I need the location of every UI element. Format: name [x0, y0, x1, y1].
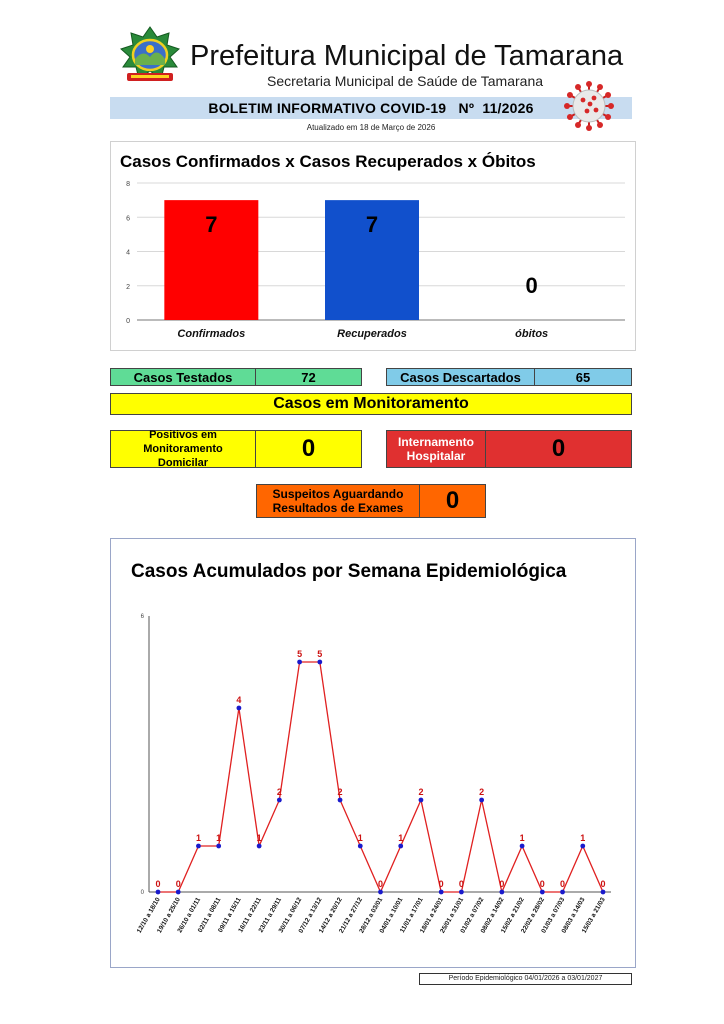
municipal-coat-of-arms-icon [117, 25, 183, 87]
point-data-label: 2 [479, 787, 485, 797]
bar-chart-title: Casos Confirmados x Casos Recuperados x Óbitos [120, 152, 536, 171]
x-tick-label: 15/03 a 21/03 [580, 896, 607, 935]
x-tick-label: 16/11 a 22/11 [237, 896, 263, 934]
updated-date: Atualizado em 18 de Março de 2026 [306, 123, 436, 132]
x-tick-label: 22/02 a 28/02 [520, 896, 547, 935]
data-point [499, 890, 504, 895]
x-tick-label: 21/12 a 27/12 [338, 896, 365, 935]
point-data-label: 1 [256, 833, 262, 843]
y-tick-label: 0 [126, 318, 130, 325]
data-point [156, 890, 161, 895]
point-data-label: 0 [600, 879, 606, 889]
x-tick-label: 04/01 a 10/01 [378, 896, 405, 935]
page-title: Prefeitura Municipal de Tamarana [190, 40, 624, 72]
data-point [398, 844, 403, 849]
x-tick-label: 28/12 a 03/01 [358, 896, 385, 935]
x-tick-label: 01/03 a 07/03 [540, 896, 567, 935]
x-tick-label: 11/01 a 17/01 [398, 896, 425, 935]
x-tick-label: 25/01 a 31/01 [439, 896, 466, 935]
y-tick-label: 6 [126, 215, 130, 223]
x-tick-label: 18/01 a 24/01 [418, 896, 445, 935]
hospital-label: Internamento Hospitalar [386, 430, 486, 468]
x-tick-label: 07/12 a 13/12 [297, 896, 324, 935]
point-data-label: 0 [438, 879, 444, 889]
x-tick-label: 09/11 a 15/11 [217, 896, 243, 934]
x-tick-label: 01/02 a 07/02 [459, 896, 486, 935]
x-tick-label: 30/11 a 06/12 [277, 896, 304, 935]
data-point [520, 844, 525, 849]
y-tick-label: 6 [140, 614, 144, 620]
hospital-value: 0 [485, 430, 632, 468]
point-data-label: 5 [317, 649, 323, 659]
y-tick-label: 2 [126, 283, 130, 291]
x-tick-label: 26/10 a 01/11 [176, 896, 203, 935]
point-data-label: 0 [377, 879, 384, 889]
data-point [580, 844, 585, 849]
data-point [378, 890, 383, 895]
pending-exams-label: Suspeitos Aguardando Resultados de Exames [256, 484, 420, 518]
x-tick-label: 02/11 a 08/11 [196, 896, 223, 934]
point-data-label: 1 [195, 833, 201, 843]
data-point [216, 844, 221, 849]
epidemiological-period: Período Epidemiológico 04/01/2026 a 03/01/2027 [419, 973, 632, 985]
x-category-label: óbitos [515, 328, 549, 340]
x-category-label: Confirmados [177, 328, 246, 340]
point-data-label: 2 [276, 787, 282, 797]
point-data-label: 1 [519, 833, 525, 843]
tested-label: Casos Testados [110, 368, 256, 386]
point-data-label: 1 [398, 833, 404, 843]
data-point [439, 890, 444, 895]
point-data-label: 1 [580, 833, 586, 843]
data-point [338, 798, 343, 803]
data-point [277, 798, 282, 803]
point-data-label: 5 [297, 649, 303, 659]
data-point [479, 798, 484, 803]
data-point [459, 890, 464, 895]
point-data-label: 2 [418, 787, 424, 797]
x-category-label: Recuperados [337, 328, 407, 340]
data-point [176, 890, 181, 895]
x-tick-label: 23/11 a 29/11 [257, 896, 284, 934]
pending-exams-value: 0 [419, 484, 486, 518]
point-data-label: 4 [236, 695, 242, 705]
point-data-label: 0 [499, 879, 505, 889]
point-data-label: 0 [155, 879, 161, 889]
data-point [317, 660, 322, 665]
point-data-label: 1 [357, 833, 363, 843]
monitoring-banner: Casos em Monitoramento [110, 393, 632, 415]
point-data-label: 0 [175, 879, 181, 889]
point-data-label: 0 [560, 879, 566, 889]
data-point [257, 844, 262, 849]
line-chart-title: Casos Acumulados por Semana Epidemiológica [131, 561, 567, 582]
bulletin-title: BOLETIM INFORMATIVO COVID-19 Nº 11/2026 [208, 100, 534, 116]
data-point [560, 890, 565, 895]
data-point [601, 890, 606, 895]
point-data-label: 0 [539, 879, 545, 889]
y-tick-label: 8 [126, 181, 130, 188]
discarded-value: 65 [534, 368, 632, 386]
bar-chart [110, 170, 634, 348]
x-tick-label: 12/10 a 18/10 [135, 896, 162, 935]
point-data-label: 1 [216, 833, 222, 843]
x-tick-label: 19/10 a 25/10 [156, 896, 182, 935]
data-point [196, 844, 201, 849]
discarded-label: Casos Descartados [386, 368, 535, 386]
x-tick-label: 14/12 a 20/12 [317, 896, 344, 935]
y-tick-label: 4 [126, 249, 130, 257]
y-tick-label: 0 [140, 890, 144, 896]
home-monitoring-value: 0 [255, 430, 362, 468]
data-point [419, 798, 424, 803]
series-line [158, 662, 606, 892]
x-tick-label: 08/03 a 14/03 [560, 896, 587, 935]
bar-data-label: 0 [525, 273, 538, 298]
bar-data-label: 7 [365, 212, 379, 238]
bar-data-label: 7 [205, 212, 218, 238]
page-subtitle: Secretaria Municipal de Saúde de Tamarana [267, 73, 544, 89]
line-chart [110, 600, 634, 965]
x-tick-label: 08/02 a 14/02 [479, 896, 506, 935]
tested-value: 72 [255, 368, 362, 386]
point-data-label: 0 [458, 879, 464, 889]
x-tick-label: 15/02 a 21/02 [499, 896, 526, 935]
data-point [358, 844, 363, 849]
data-point [237, 706, 242, 711]
data-point [540, 890, 545, 895]
home-monitoring-label: Positivos em Monitoramento Domicilar [110, 430, 256, 468]
data-point [297, 660, 302, 665]
point-data-label: 2 [337, 787, 343, 797]
